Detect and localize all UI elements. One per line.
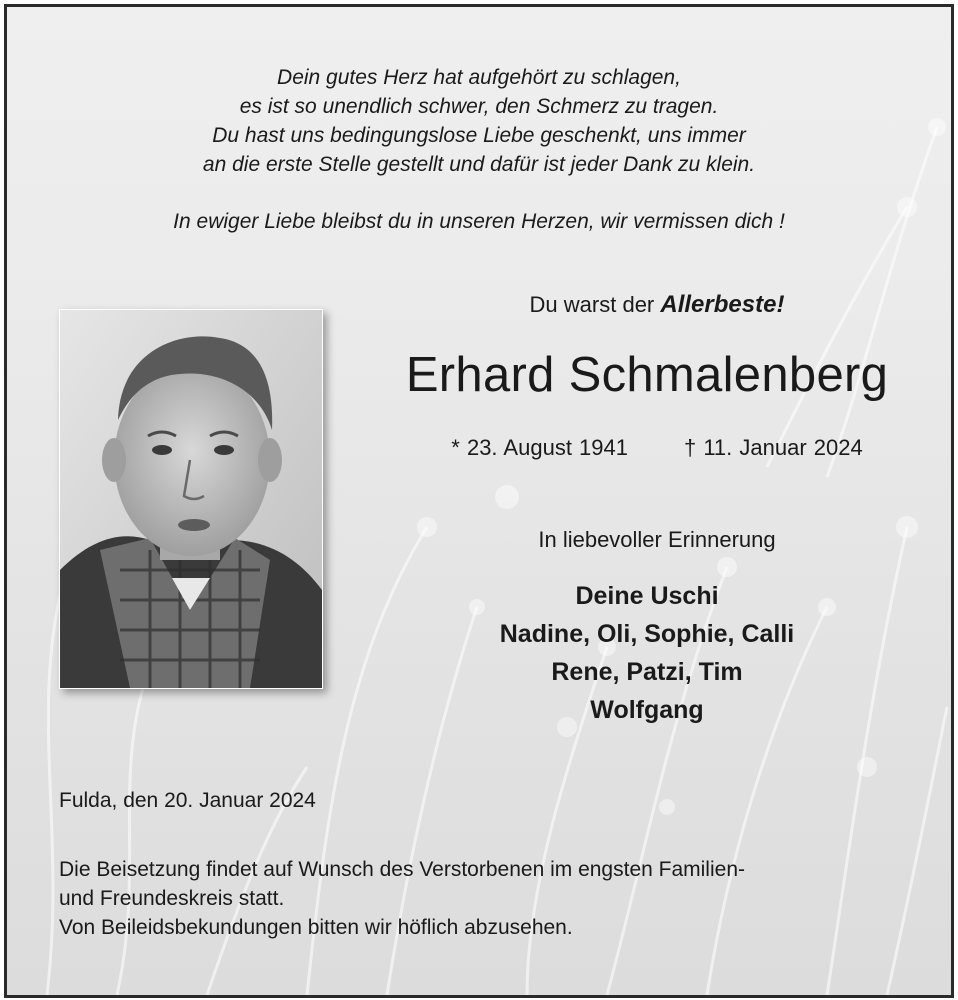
notice-line: und Freundeskreis statt. — [59, 887, 285, 910]
death-date: † 11. Januar 2024 — [683, 435, 863, 460]
family-line: Rene, Patzi, Tim — [551, 658, 743, 686]
poem-closing: In ewiger Liebe bleibst du in unseren Herzen, wir vermissen dich ! — [173, 210, 785, 233]
family-line: Deine Uschi — [575, 582, 719, 610]
family-list — [347, 577, 947, 729]
tagline-prefix: Du warst der — [529, 292, 655, 317]
birth-date: * 23. August 1941 — [451, 435, 628, 460]
notice-line: Von Beileidsbekundungen bitten wir höflich abzusehen. — [59, 916, 573, 939]
tagline-emphasis: Allerbeste! — [660, 291, 785, 318]
life-dates — [377, 435, 937, 461]
portrait-photo — [59, 309, 323, 689]
notice-line: Die Beisetzung findet auf Wunsch des Verstorbenen im engsten Familien- — [59, 858, 745, 881]
poem-line: Dein gutes Herz hat aufgehört zu schlagen, — [277, 66, 681, 89]
family-line: Nadine, Oli, Sophie, Calli — [499, 620, 795, 648]
poem-line: Du hast uns bedingungslose Liebe geschenkt, uns immer — [212, 124, 746, 147]
poem-line: es ist so unendlich schwer, den Schmerz zu tragen. — [239, 95, 719, 118]
poem-line: an die erste Stelle gestellt und dafür ist jeder Dank zu klein. — [202, 153, 756, 176]
remembrance-line: In liebevoller Erinnerung — [538, 527, 776, 552]
portrait-illustration — [60, 310, 322, 688]
obituary-card — [4, 4, 954, 998]
deceased-name: Erhard Schmalenberg — [405, 348, 889, 402]
tagline — [377, 291, 937, 319]
funeral-notice — [59, 855, 909, 942]
family-line: Wolfgang — [590, 696, 704, 724]
place-date: Fulda, den 20. Januar 2024 — [59, 789, 316, 812]
poem — [7, 63, 951, 236]
